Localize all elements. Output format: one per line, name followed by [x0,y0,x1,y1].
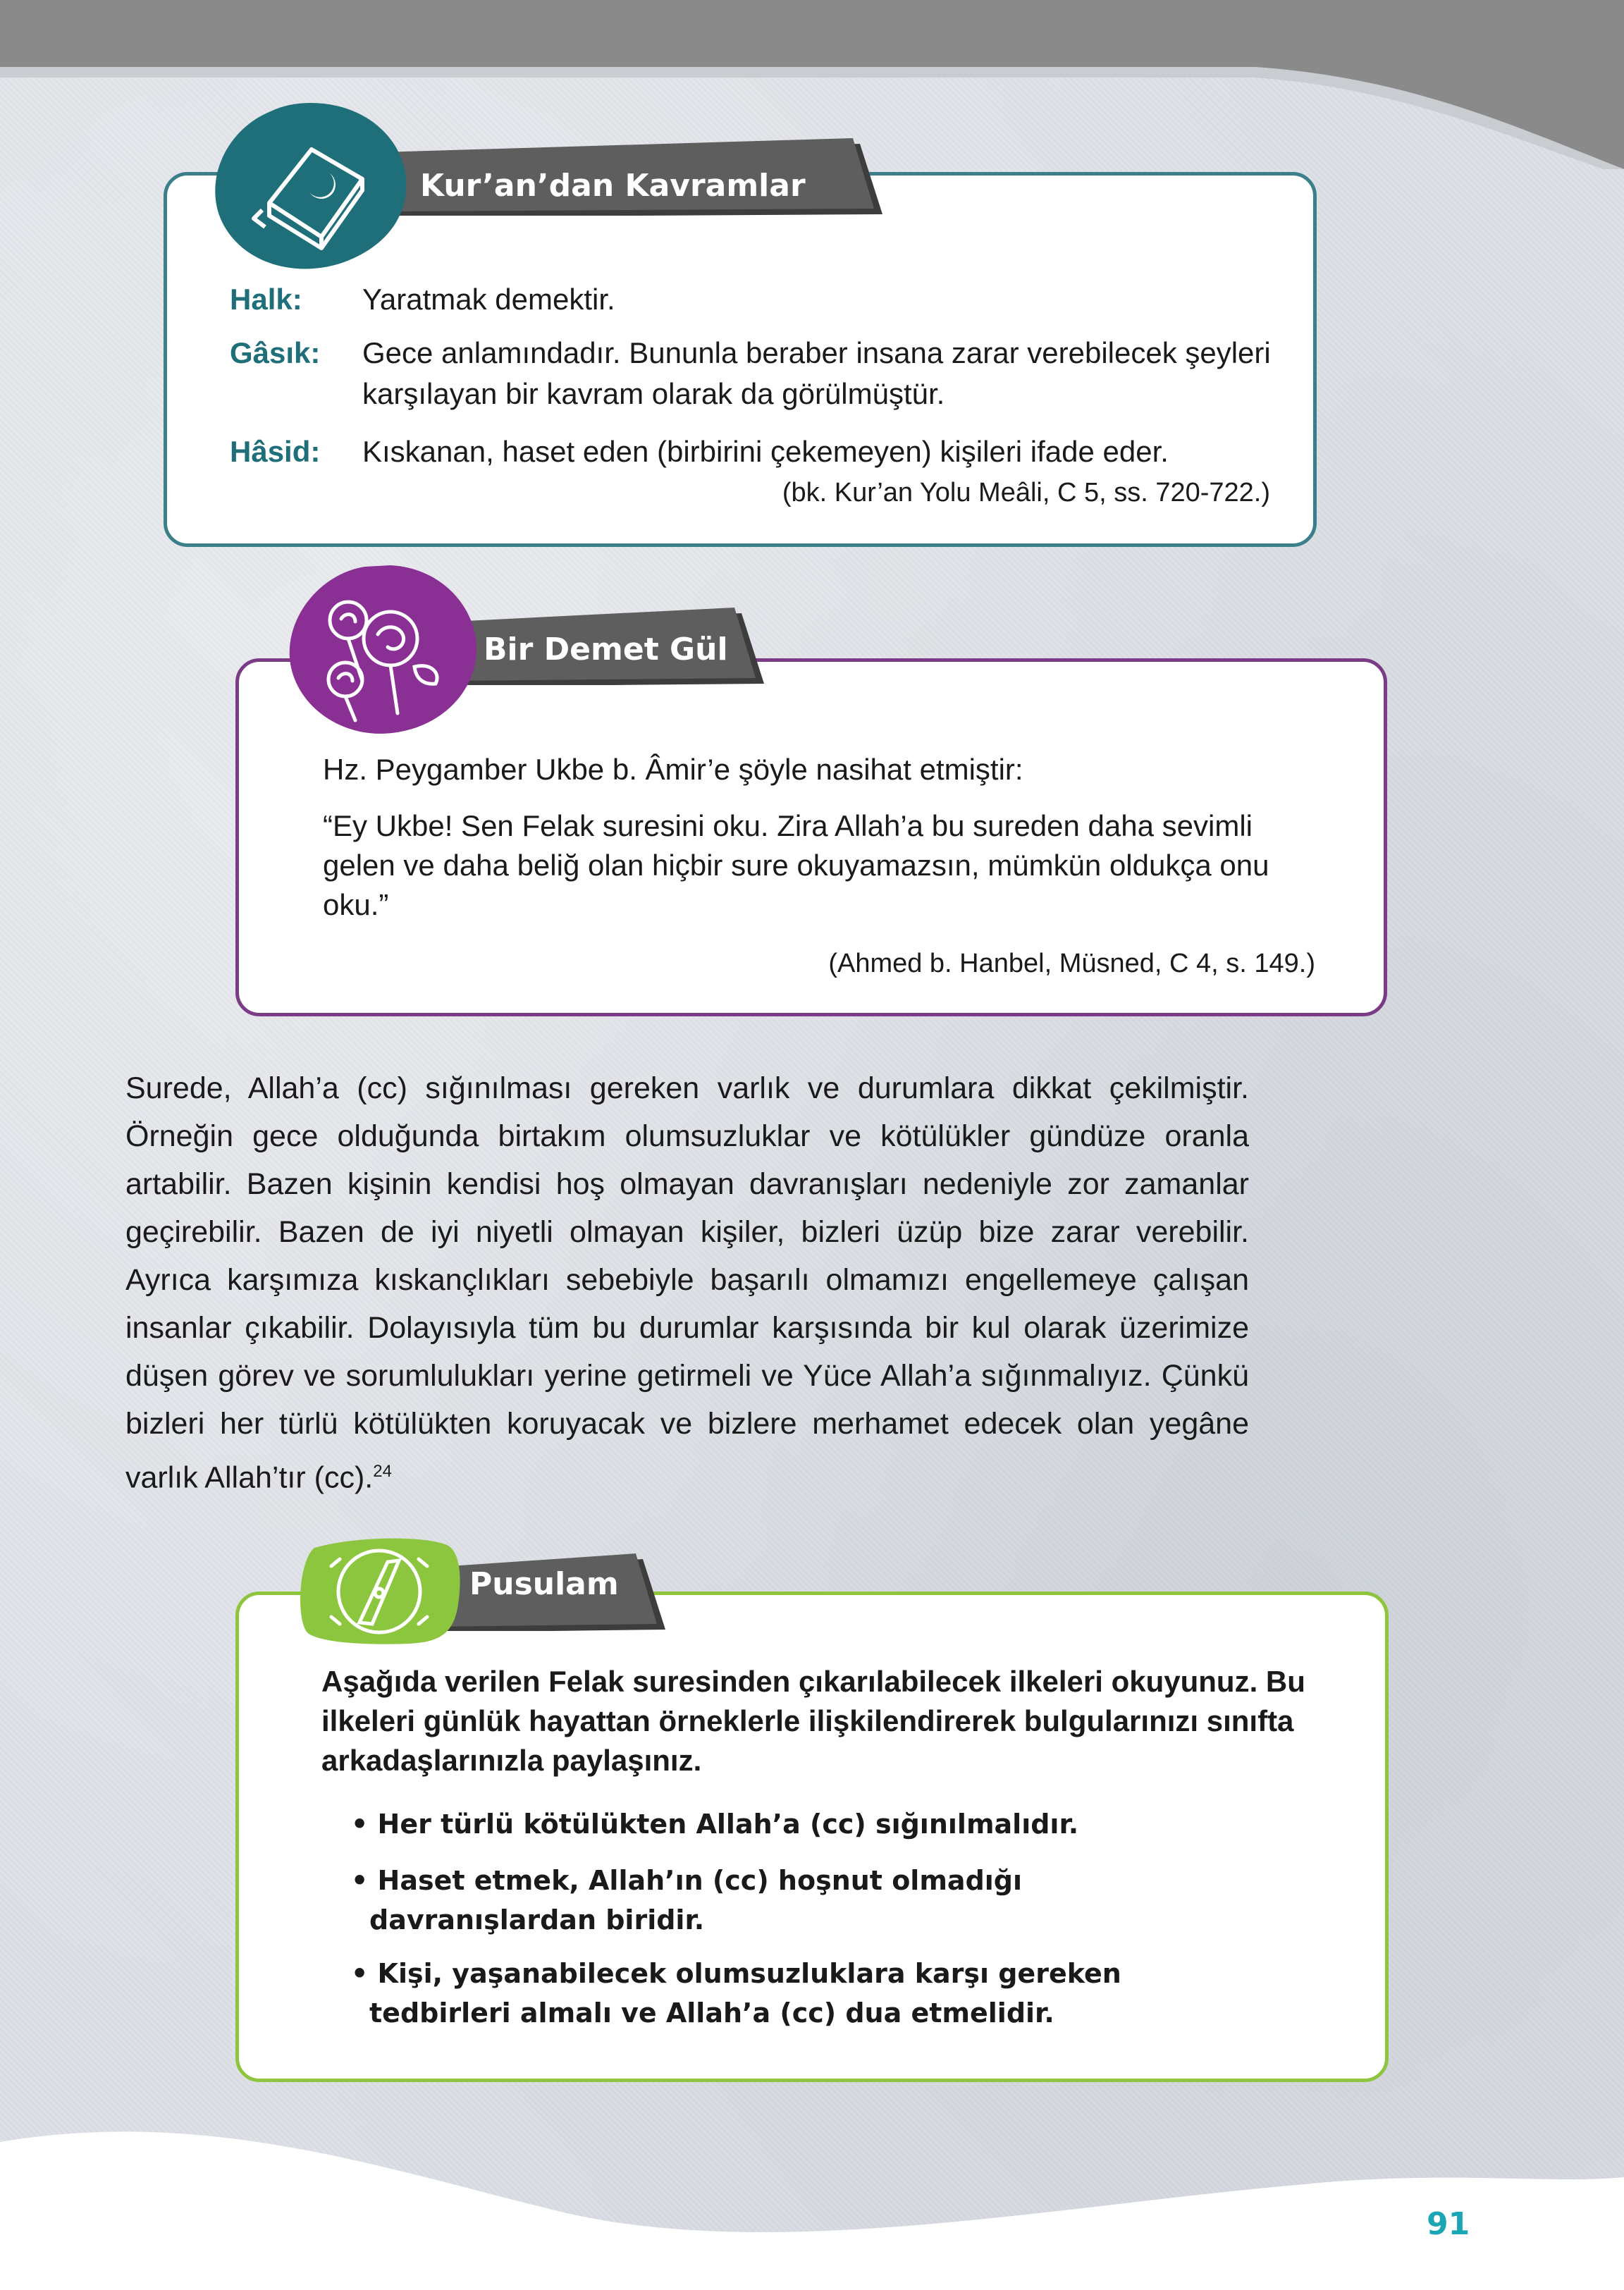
bottom-wave [0,2064,1624,2290]
term-label: Halk: [230,283,302,316]
bullet-text: Kişi, yaşanabilecek olumsuzluklara karşı gereken tedbirleri almalı ve Allah’a (cc) dua etmelidir. [369,1958,1121,2029]
roses-icon [285,561,482,737]
term-label: Gâsık: [230,336,321,369]
bullet-text: Her türlü kötülükten Allah’a (cc) sığınılmalıdır. [377,1809,1079,1840]
bullet-text: Haset etmek, Allah’ın (cc) hoşnut olmadığı davranışlardan biridir. [369,1865,1023,1935]
quran-book-icon [211,97,409,271]
pusula-bullet: • Kişi, yaşanabilecek olumsuzluklara karşı gereken tedbirleri almalı ve Allah’a (cc) dua etmelidir. [351,1958,1121,2029]
term-label: Hâsid: [230,435,321,468]
gul-reference: (Ahmed b. Hanbel, Müsned, C 4, s. 149.) [828,949,1315,978]
pusula-bullet: • Her türlü kötülükten Allah’a (cc) sığınılmalıdır. [351,1809,1079,1840]
pusula-intro: Aşağıda verilen Felak suresinden çıkarılabilecek ilkeleri okuyunuz. Bu ilkeleri günlük hayattan örneklerle ilişkilendirerek bulgularınızı sınıfta arkadaşlarınızla paylaşınız. [321,1665,1305,1777]
gul-title: Bir Demet Gül [484,632,728,667]
gul-quote: “Ey Ukbe! Sen Felak suresini oku. Zira Allah’a bu sureden daha sevimli gelen ve daha beliğ olan hiçbir sure okuyamazsın, mümkün oldukça onu oku.” [323,809,1269,921]
term-definition: Gece anlamındadır. Bununla beraber insana zarar verebilecek şeyleri karşılayan bir kavram olarak da görülmüştür. [362,336,1271,410]
gul-intro: Hz. Peygamber Ukbe b. Âmir’e şöyle nasihat etmiştir: [323,753,1023,786]
page-number: 91 [1427,2206,1470,2242]
kavramlar-title: Kur’an’dan Kavramlar [420,168,806,204]
footnote-marker: 24 [373,1462,392,1481]
body-text: Surede, Allah’a (cc) sığınılması gereken varlık ve durumlara dikkat çekilmiştir. Örneğin gece olduğunda birtakım olumsuzluklar ve kötülükler gündüze oranla artabilir. Bazen kişinin kendisi hoş olmayan davranışları nedeniyle zor zamanlar geçirebilir. Bazen de iyi niyetli olmayan kişiler, bizleri üzüp bize zarar verebilir. Ayrıca karşımıza kıskançlıkları sebebiyle başarılı olmamızı engellemeye çalışan insanlar çıkabilir. Dolayısıyla tüm bu durumlar karşısında bir kul olarak üzerimize düşen görev ve sorumlulukları yerine getirmeli ve Yüce Allah’a sığınmalıyız. Çünkü bizleri her türlü kötülükten koruyacak ve bizlere merhamet edecek olan yegâne varlık Allah’tır (cc). [125,1071,1249,1495]
compass-icon [296,1534,462,1646]
term-definition: Kıskanan, haset eden (birbirini çekemeyen) kişileri ifade eder. [362,435,1169,468]
body-paragraph [125,1064,1249,1501]
kavramlar-reference: (bk. Kur’an Yolu Meâli, C 5, ss. 720-722.) [782,478,1270,507]
pusula-bullet: • Haset etmek, Allah’ın (cc) hoşnut olmadığı davranışlardan biridir. [351,1865,1023,1935]
pusula-title: Pusulam [469,1566,619,1602]
term-definition: Yaratmak demektir. [362,283,615,316]
